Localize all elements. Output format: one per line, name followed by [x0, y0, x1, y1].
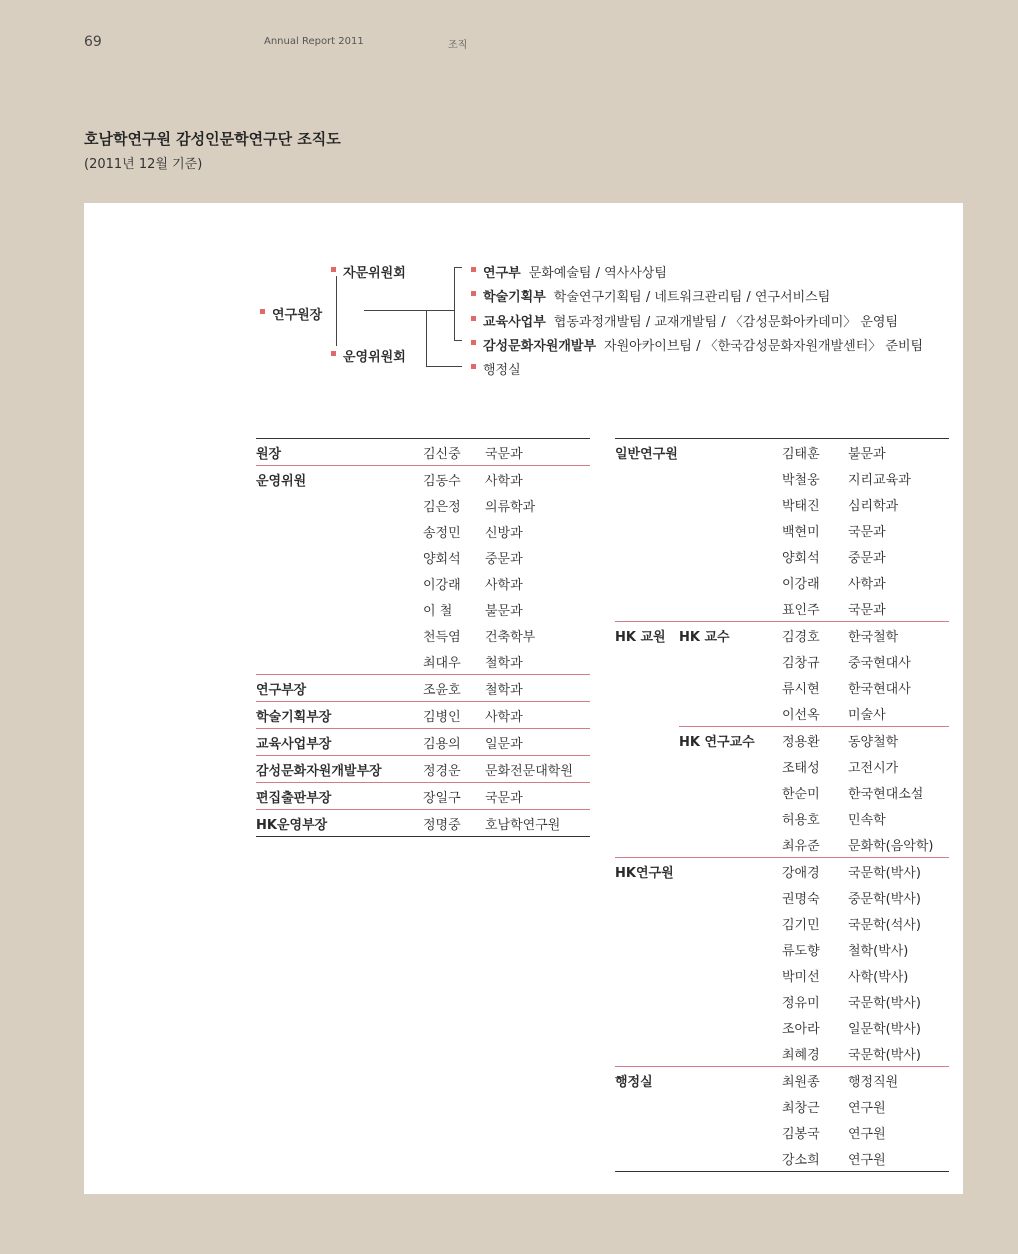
table-cell: 김봉국 [782, 1126, 820, 1142]
table-cell: 중문학(박사) [848, 891, 921, 907]
table-cell [679, 884, 782, 910]
table-row [256, 783, 590, 810]
table-cell: 최유준 [782, 838, 820, 854]
org-node-advisory: 자문위원회 [331, 262, 406, 281]
table-cell: 건축학부 [485, 629, 536, 645]
table-cell: HK운영부장 [256, 810, 423, 837]
table-cell: 박철웅 [782, 472, 820, 488]
table-cell: 국문과 [485, 439, 590, 466]
table-cell [679, 1093, 782, 1119]
table-cell: 김동수 [423, 466, 485, 493]
table-cell [256, 544, 423, 570]
table-cell: HK 연구교수 [679, 727, 782, 754]
table-cell: 한국현대사 [848, 681, 911, 697]
bullet-icon [331, 351, 336, 356]
bullet-icon [471, 364, 476, 369]
table-row [615, 831, 949, 858]
table-cell: 사학과 [485, 466, 590, 493]
table-cell [679, 753, 782, 779]
table-cell [615, 962, 679, 988]
table-cell: 이강래 [423, 577, 461, 593]
table-cell [679, 805, 782, 831]
table-cell [679, 439, 782, 466]
bullet-icon [471, 340, 476, 345]
table-row [615, 1014, 949, 1040]
table-cell [679, 779, 782, 805]
table-cell: 감성문화자원개발부장 [256, 756, 423, 783]
table-cell: 정용환 [782, 727, 848, 754]
table-cell: 사학과 [485, 702, 590, 729]
table-row [256, 570, 590, 596]
table-cell: 최원종 [782, 1067, 848, 1094]
table-cell: 사학과 [848, 576, 886, 592]
table-row [615, 936, 949, 962]
table-cell [615, 805, 679, 831]
bullet-icon [471, 291, 476, 296]
table-row [615, 439, 949, 466]
table-row [615, 1093, 949, 1119]
org-dept: 교육사업부 협동과정개발팀 / 교재개발팀 / 〈감성문화아카데미〉 운영팀 [471, 311, 898, 330]
table-cell: 미술사 [848, 707, 886, 723]
table-cell: 장일구 [423, 783, 485, 810]
table-row [615, 962, 949, 988]
table-cell [679, 962, 782, 988]
table-cell: 국문학(박사) [848, 858, 949, 885]
table-cell [615, 727, 679, 754]
table-cell: 의류학과 [485, 499, 536, 515]
table-cell [615, 884, 679, 910]
table-row [615, 753, 949, 779]
table-cell: 연구원 [848, 1145, 949, 1172]
table-row [615, 543, 949, 569]
table-cell: 류시현 [782, 681, 820, 697]
table-cell: 원장 [256, 439, 423, 466]
table-cell: 국문과 [485, 783, 590, 810]
table-row [256, 439, 590, 466]
table-cell: 심리학과 [848, 498, 899, 514]
table-cell [615, 491, 679, 517]
table-row [615, 622, 949, 649]
table-cell [679, 491, 782, 517]
table-cell: 권명숙 [782, 891, 820, 907]
table-cell: 박태진 [782, 498, 820, 514]
table-cell: 연구원 [848, 1126, 886, 1142]
table-row [256, 756, 590, 783]
table-row [256, 810, 590, 837]
table-cell: 문화전문대학원 [485, 756, 590, 783]
table-cell: 조윤호 [423, 675, 485, 702]
table-cell: 양회석 [423, 551, 461, 567]
table-cell: 국문과 [848, 602, 886, 618]
table-cell [615, 1145, 679, 1172]
bullet-icon [331, 267, 336, 272]
table-cell: 강애경 [782, 858, 848, 885]
table-cell [679, 595, 782, 622]
table-cell: 정명중 [423, 810, 485, 837]
table-cell: 조태성 [782, 760, 820, 776]
table-cell [615, 1040, 679, 1067]
table-row [615, 1067, 949, 1094]
table-row [615, 779, 949, 805]
table-row [256, 596, 590, 622]
table-cell [256, 518, 423, 544]
page-title: 호남학연구원 감성인문학연구단 조직도 [84, 130, 341, 148]
table-cell [615, 569, 679, 595]
connector-line [454, 267, 462, 268]
table-cell: 김태훈 [782, 439, 848, 466]
table-cell [615, 465, 679, 491]
table-cell [615, 831, 679, 858]
connector-line [454, 340, 462, 341]
table-cell: 천득염 [423, 629, 461, 645]
table-row [615, 1040, 949, 1067]
table-cell [679, 988, 782, 1014]
table-cell: 사학(박사) [848, 969, 909, 985]
table-cell [615, 700, 679, 727]
table-row [256, 702, 590, 729]
table-cell: 철학과 [485, 655, 523, 671]
table-cell [256, 622, 423, 648]
table-cell: HK 교수 [679, 622, 782, 649]
table-row [615, 595, 949, 622]
table-row [615, 858, 949, 885]
table-row [615, 1119, 949, 1145]
table-cell: 일반연구원 [615, 439, 679, 466]
table-cell: 불문과 [848, 439, 949, 466]
table-row [615, 884, 949, 910]
connector-line [426, 310, 427, 366]
table-cell: 중국현대사 [848, 655, 911, 671]
report-title: Annual Report 2011 [264, 36, 364, 47]
table-cell: 행정실 [615, 1067, 679, 1094]
connector-line [426, 366, 462, 367]
table-cell: 강소희 [782, 1145, 848, 1172]
table-cell [679, 700, 782, 727]
table-cell [679, 465, 782, 491]
table-row [256, 648, 590, 675]
table-cell: 중문과 [485, 551, 523, 567]
table-cell: 국문학(석사) [848, 917, 921, 933]
table-cell: 최대우 [423, 655, 461, 671]
table-cell: 김창규 [782, 655, 820, 671]
connector-line [364, 310, 426, 311]
table-cell: 이강래 [782, 576, 820, 592]
table-row [256, 544, 590, 570]
table-cell [679, 517, 782, 543]
table-cell [256, 570, 423, 596]
table-cell: 박미선 [782, 969, 820, 985]
table-cell [615, 595, 679, 622]
table-cell: 이선옥 [782, 707, 820, 723]
connector-line [454, 267, 455, 341]
org-dept: 감성문화자원개발부 자원아카이브팀 / 〈한국감성문화자원개발센터〉 준비팀 [471, 335, 923, 354]
table-cell: 조아라 [782, 1021, 820, 1037]
table-cell [679, 1014, 782, 1040]
table-cell [679, 543, 782, 569]
table-cell [679, 648, 782, 674]
table-cell: 정경운 [423, 756, 485, 783]
table-cell: 김병인 [423, 702, 485, 729]
table-row [615, 517, 949, 543]
table-cell: 표인주 [782, 602, 820, 618]
bullet-icon [260, 309, 265, 314]
table-cell: 연구부장 [256, 675, 423, 702]
table-row [615, 674, 949, 700]
table-cell [679, 910, 782, 936]
table-cell [615, 936, 679, 962]
table-cell [615, 753, 679, 779]
table-cell: 운영위원 [256, 466, 423, 493]
table-cell [679, 569, 782, 595]
table-cell: 김용의 [423, 729, 485, 756]
table-cell [679, 831, 782, 858]
table-cell: 일문과 [485, 729, 590, 756]
page-number: 69 [84, 34, 102, 50]
table-cell [679, 674, 782, 700]
content-card [84, 203, 963, 1194]
table-cell: 백현미 [782, 524, 820, 540]
table-cell: 편집출판부장 [256, 783, 423, 810]
table-cell [615, 648, 679, 674]
org-node-director: 연구원장 [260, 304, 322, 323]
table-cell: 철학(박사) [848, 943, 909, 959]
table-cell: 일문학(박사) [848, 1021, 921, 1037]
table-row [256, 492, 590, 518]
table-cell: 국문과 [848, 524, 886, 540]
table-row [615, 700, 949, 727]
table-row [615, 910, 949, 936]
table-row [256, 466, 590, 493]
table-cell: 김신중 [423, 439, 485, 466]
table-cell [256, 492, 423, 518]
table-cell: 철학과 [485, 675, 590, 702]
staff-table [615, 438, 949, 1172]
table-cell: 김경호 [782, 622, 848, 649]
table-cell: 문화학(음악학) [848, 838, 934, 854]
table-cell [615, 910, 679, 936]
table-row [615, 727, 949, 754]
table-cell: HK 교원 [615, 622, 679, 649]
table-cell [615, 543, 679, 569]
table-row [256, 675, 590, 702]
table-cell: 최창근 [782, 1100, 820, 1116]
table-cell: 정유미 [782, 995, 820, 1011]
org-dept: 학술기획부 학술연구기획팀 / 네트워크관리팀 / 연구서비스팀 [471, 286, 830, 305]
table-cell [615, 1014, 679, 1040]
table-cell: 김기민 [782, 917, 820, 933]
table-cell [615, 674, 679, 700]
table-cell: 학술기획부장 [256, 702, 423, 729]
table-cell [679, 1067, 782, 1094]
table-cell [679, 1040, 782, 1067]
table-cell: 김은정 [423, 499, 461, 515]
connector-line [426, 310, 454, 311]
table-cell: 이 철 [423, 603, 453, 619]
table-cell: 국문학(박사) [848, 995, 921, 1011]
table-cell: 사학과 [485, 577, 523, 593]
table-cell [615, 1093, 679, 1119]
bullet-icon [471, 316, 476, 321]
table-cell: 교육사업부장 [256, 729, 423, 756]
table-row [615, 805, 949, 831]
table-cell [679, 936, 782, 962]
table-cell [615, 779, 679, 805]
table-row [615, 465, 949, 491]
table-row [256, 518, 590, 544]
table-cell: 한순미 [782, 786, 820, 802]
table-cell: 지리교육과 [848, 472, 911, 488]
org-node-steering: 운영위원회 [331, 346, 406, 365]
table-row [256, 622, 590, 648]
table-cell [256, 596, 423, 622]
table-row [615, 988, 949, 1014]
table-cell: 허용호 [782, 812, 820, 828]
table-cell [615, 988, 679, 1014]
table-cell: 행정직원 [848, 1067, 949, 1094]
table-cell: 고전시가 [848, 760, 899, 776]
table-cell: 동양철학 [848, 727, 949, 754]
bullet-icon [471, 267, 476, 272]
table-cell: HK연구원 [615, 858, 679, 885]
table-cell: 불문과 [485, 603, 523, 619]
table-row [256, 729, 590, 756]
table-row [615, 648, 949, 674]
table-cell: 양회석 [782, 550, 820, 566]
leadership-table [256, 438, 590, 837]
table-row [615, 569, 949, 595]
table-cell: 최혜경 [782, 1047, 820, 1063]
table-cell: 국문학(박사) [848, 1047, 921, 1063]
table-cell [615, 517, 679, 543]
table-cell: 신방과 [485, 525, 523, 541]
table-cell [256, 648, 423, 675]
table-cell [679, 858, 782, 885]
table-row [615, 491, 949, 517]
connector-line [336, 276, 337, 346]
table-cell: 류도향 [782, 943, 820, 959]
org-dept: 행정실 [471, 359, 521, 378]
table-cell [679, 1119, 782, 1145]
table-cell: 중문과 [848, 550, 886, 566]
table-cell: 호남학연구원 [485, 810, 590, 837]
table-cell [679, 1145, 782, 1172]
table-cell: 한국철학 [848, 622, 949, 649]
org-dept: 연구부 문화예술팀 / 역사사상팀 [471, 262, 667, 281]
table-cell: 연구원 [848, 1100, 886, 1116]
table-row [615, 1145, 949, 1172]
table-cell: 한국현대소설 [848, 786, 924, 802]
table-cell: 송정민 [423, 525, 461, 541]
section-title: 조직 [448, 40, 468, 51]
table-cell [615, 1119, 679, 1145]
page-subtitle: (2011년 12월 기준) [84, 157, 203, 172]
table-cell: 민속학 [848, 812, 886, 828]
